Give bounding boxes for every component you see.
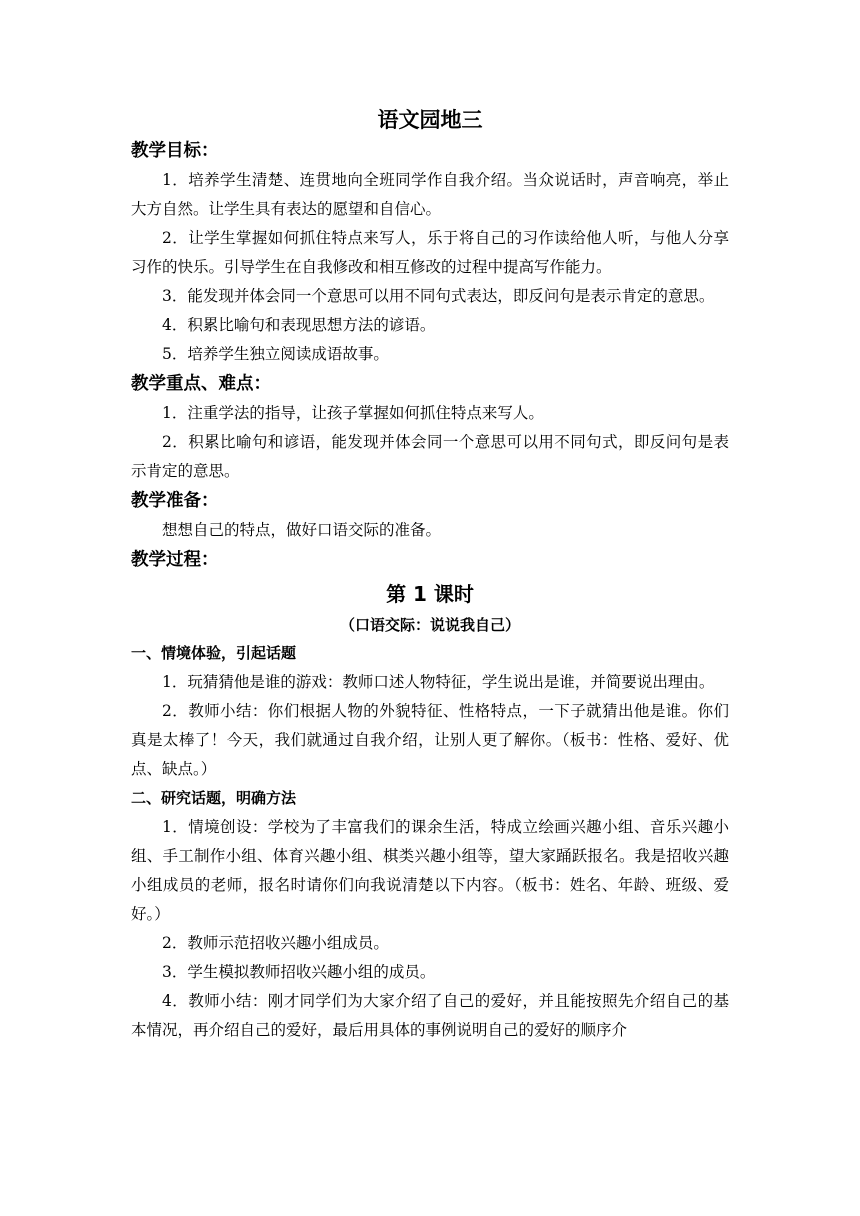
preparation-item: 想想自己的特点，做好口语交际的准备。 bbox=[162, 521, 442, 539]
process-heading: 教学过程： bbox=[131, 550, 219, 570]
objectives-heading: 教学目标： bbox=[131, 141, 219, 161]
preparation-heading: 教学准备： bbox=[131, 491, 219, 511]
objective-item: 2．让学生掌握如何抓住特点来写人，乐于将自己的习作读给他人听，与他人分享习作的快乐。引导学生在自我修改和相互修改的过程中提高写作能力。 bbox=[131, 229, 729, 276]
document-title: 语文园地三 bbox=[377, 108, 483, 132]
lesson-subtitle: （口语交际：说说我自己） bbox=[339, 616, 520, 634]
process-item: 2．教师示范招收兴趣小组成员。 bbox=[162, 934, 389, 952]
process-item: 1．玩猜猜他是谁的游戏：教师口述人物特征，学生说出是谁，并简要说出理由。 bbox=[162, 673, 715, 691]
section-heading-2: 二、研究话题，明确方法 bbox=[131, 789, 297, 807]
objective-item: 4．积累比喻句和表现思想方法的谚语。 bbox=[162, 316, 436, 334]
process-item: 3．学生模拟教师招收兴趣小组的成员。 bbox=[162, 963, 436, 981]
process-item: 4．教师小结：刚才同学们为大家介绍了自己的爱好，并且能按照先介绍自己的基本情况，再介绍自己的爱好，最后用具体的事例说明自己的爱好的顺序介 bbox=[131, 992, 729, 1039]
key-points-heading: 教学重点、难点： bbox=[131, 374, 271, 394]
document-page bbox=[131, 104, 729, 1045]
lesson-title: 第 1 课时 bbox=[386, 582, 474, 606]
objective-item: 3．能发现并体会同一个意思可以用不同句式表达，即反问句是表示肯定的意思。 bbox=[162, 287, 715, 305]
objective-item: 5．培养学生独立阅读成语故事。 bbox=[162, 345, 389, 363]
objective-item: 1．培养学生清楚、连贯地向全班同学作自我介绍。当众说话时，声音响亮，举止大方自然。让学生具有表达的愿望和自信心。 bbox=[131, 171, 729, 218]
process-item: 1．情境创设：学校为了丰富我们的课余生活，特成立绘画兴趣小组、音乐兴趣小组、手工制作小组、体育兴趣小组、棋类兴趣小组等，望大家踊跃报名。我是招收兴趣小组成员的老师，报名时请你们向我说清楚以下内容。（板书：姓名、年龄、班级、爱好。） bbox=[131, 818, 729, 923]
process-item: 2．教师小结：你们根据人物的外貌特征、性格特点，一下子就猜出他是谁。你们真是太棒了！今天，我们就通过自我介绍，让别人更了解你。（板书：性格、爱好、优点、缺点。） bbox=[131, 702, 729, 778]
key-point-item: 1．注重学法的指导，让孩子掌握如何抓住特点来写人。 bbox=[162, 404, 544, 422]
section-heading-1: 一、情境体验，引起话题 bbox=[131, 644, 297, 662]
key-point-item: 2．积累比喻句和谚语，能发现并体会同一个意思可以用不同句式，即反问句是表示肯定的意思。 bbox=[131, 433, 729, 480]
